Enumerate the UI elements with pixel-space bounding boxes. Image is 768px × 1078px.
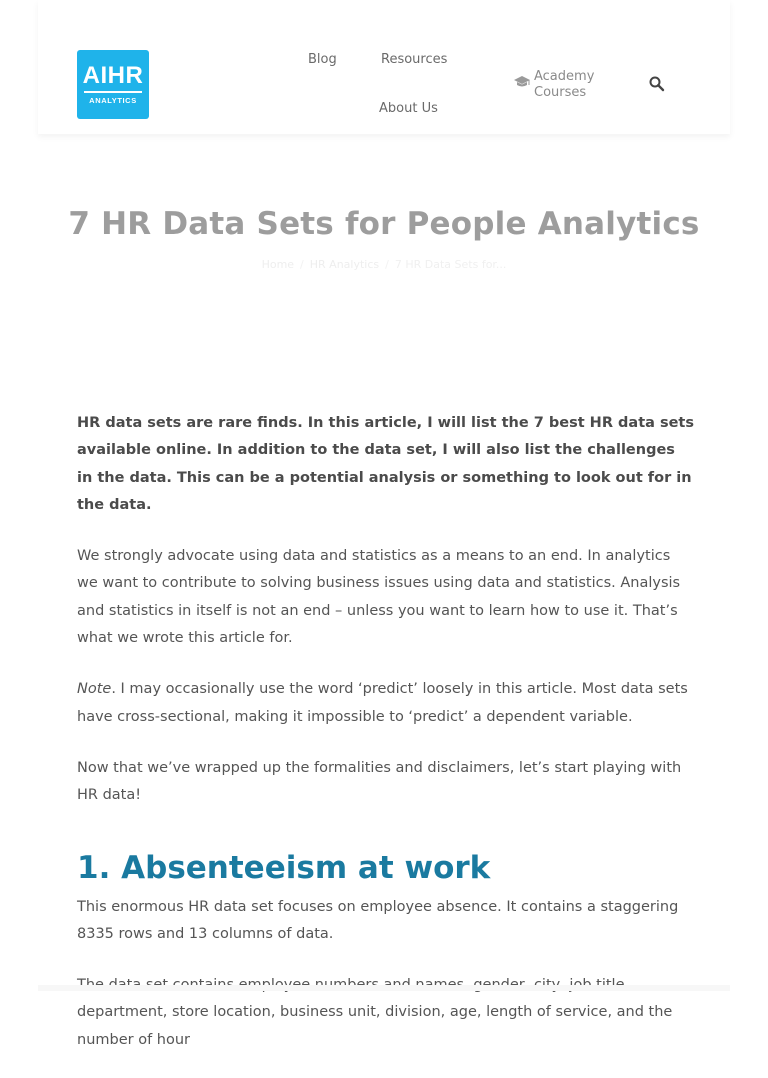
page-title: 7 HR Data Sets for People Analytics — [68, 206, 700, 242]
note-text: . I may occasionally use the word ‘predict’ loosely in this article. Most data sets have cross-sectional, making it impossible to ‘predict’ a dependent variable. — [77, 681, 688, 725]
breadcrumb-current: 7 HR Data Sets for... — [394, 258, 507, 271]
article-body — [77, 410, 695, 1078]
logo-divider — [84, 91, 142, 93]
note-label: Note — [77, 681, 112, 698]
breadcrumb — [0, 258, 768, 271]
article-paragraph: Now that we’ve wrapped up the formalities and disclaimers, let’s start playing with HR data! — [77, 759, 682, 804]
logo-main-text: AIHR — [82, 62, 144, 89]
nav-resources[interactable]: Resources — [381, 52, 448, 67]
nav-blog[interactable]: Blog — [308, 52, 337, 67]
search-icon[interactable] — [648, 75, 666, 93]
section-heading: 1. Absenteeism at work — [77, 849, 491, 886]
academy-courses-label: Academy Courses — [534, 69, 595, 100]
section-paragraph: department, store location, business unit, division, age, length of service, and the number of hour — [77, 1004, 673, 1048]
bottom-divider — [38, 985, 730, 991]
nav-academy-courses[interactable] — [513, 69, 613, 103]
aihr-logo[interactable] — [77, 50, 149, 119]
breadcrumb-hr-analytics[interactable]: HR Analytics — [309, 258, 380, 271]
nav-about-us[interactable]: About Us — [379, 101, 438, 116]
article-paragraph: We strongly advocate using data and statistics as a means to an end. In analytics we want to contribute to solving business issues using data and statistics. Analysis and statistics in itself is not an end – unless you want to learn how to use it. That’s what we wrote this article for. — [77, 548, 681, 647]
section-paragraph: This enormous HR data set focuses on employee absence. It contains a staggering 8335 rows and 13 columns of data. — [77, 898, 679, 942]
site-header — [38, 0, 730, 134]
article-intro: HR data sets are rare finds. In this article, I will list the 7 best HR data sets available online. In addition to the data set, I will also list the challenges in the data. This can be a potential analysis or something to look out for in the data. — [77, 415, 694, 513]
article-note — [77, 676, 695, 731]
logo-sub-text: ANALYTICS — [89, 96, 137, 105]
breadcrumb-separator: / — [300, 258, 304, 271]
breadcrumb-home[interactable]: Home — [261, 258, 295, 271]
breadcrumb-separator: / — [385, 258, 389, 271]
graduation-cap-icon — [513, 75, 531, 89]
